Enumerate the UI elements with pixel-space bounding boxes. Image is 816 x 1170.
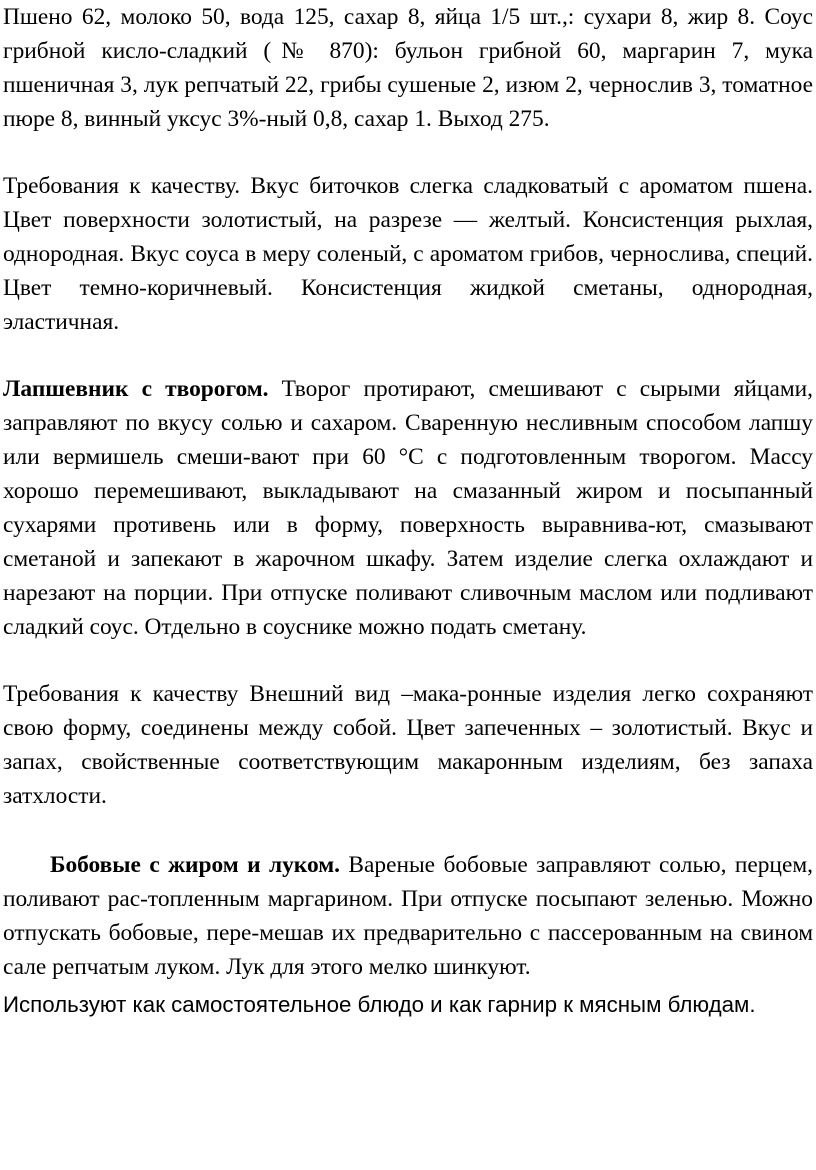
bobovye-text: Вареные бобовые заправляют солью, перцем, поливают рас-топленным маргарином. При отпуске посыпают зеленью. Можно отпускать бобовые, пере-мешав их предварительно с пассерованным на свином сале репчатым луком. Лук для этого мелко шинкуют. bbox=[3, 852, 813, 980]
lapshevnik-paragraph bbox=[3, 372, 813, 644]
lapshevnik-title: Лапшевник с творогом. bbox=[3, 376, 269, 402]
bobovye-title: Бобовые с жиром и луком. bbox=[50, 852, 340, 878]
lapshevnik-text: Творог протирают, смешивают с сырыми яйцами, заправляют по вкусу солью и сахаром. Сваренную несливным способом лапшу или вермишель смеши-вают при 60 °С с подготовленным творогом. Массу хорошо перемешивают, выкладывают на смазанный жиром и посыпанный сухарями противень или в форму, поверхность выравнива-ют, смазывают сметаной и запекают в жарочном шкафу. Затем изделие слегка охлаждают и нарезают на порции. При отпуске поливают сливочным маслом или подливают сладкий соус. Отдельно в соуснике можно подать сметану. bbox=[3, 376, 813, 640]
paragraph-spacer bbox=[3, 644, 813, 677]
bobovye-usage-paragraph: Используют как самостоятельное блюдо и как гарнир к мясным блюдам. bbox=[3, 992, 756, 1017]
paragraph-spacer bbox=[3, 339, 813, 372]
paragraph-spacer bbox=[3, 813, 813, 848]
quality-bitochki-paragraph: Требования к качеству. Вкус биточков слегка сладковатый с ароматом пшена. Цвет поверхности золотистый, на разрезе — желтый. Консистенция рыхлая, однородная. Вкус соуса в меру соленый, с ароматом грибов, чернослива, специй. Цвет темно-коричневый. Консистенция жидкой сметаны, однородная, эластичная. bbox=[3, 173, 813, 335]
paragraph-spacer bbox=[3, 136, 813, 169]
recipe-ingredients-paragraph: Пшено 62, молоко 50, вода 125, сахар 8, яйца 1/5 шт.,: сухари 8, жир 8. Соус грибной кисло-сладкий (№ 870): бульон грибной 60, маргарин 7, мука пшеничная 3, лук репчатый 22, грибы сушеные 2, изюм 2, чернослив 3, томатное пюре 8, винный уксус 3%-ный 0,8, сахар 1. Выход 275. bbox=[3, 4, 813, 132]
bobovye-paragraph bbox=[3, 848, 813, 984]
quality-lapshevnik-paragraph: Требования к качеству Внешний вид –мака-ронные изделия легко сохраняют свою форму, соединены между собой. Цвет запеченных – золотистый. Вкус и запах, свойственные соответствующим макаронным изделиям, без запаха затхлости. bbox=[3, 681, 813, 809]
